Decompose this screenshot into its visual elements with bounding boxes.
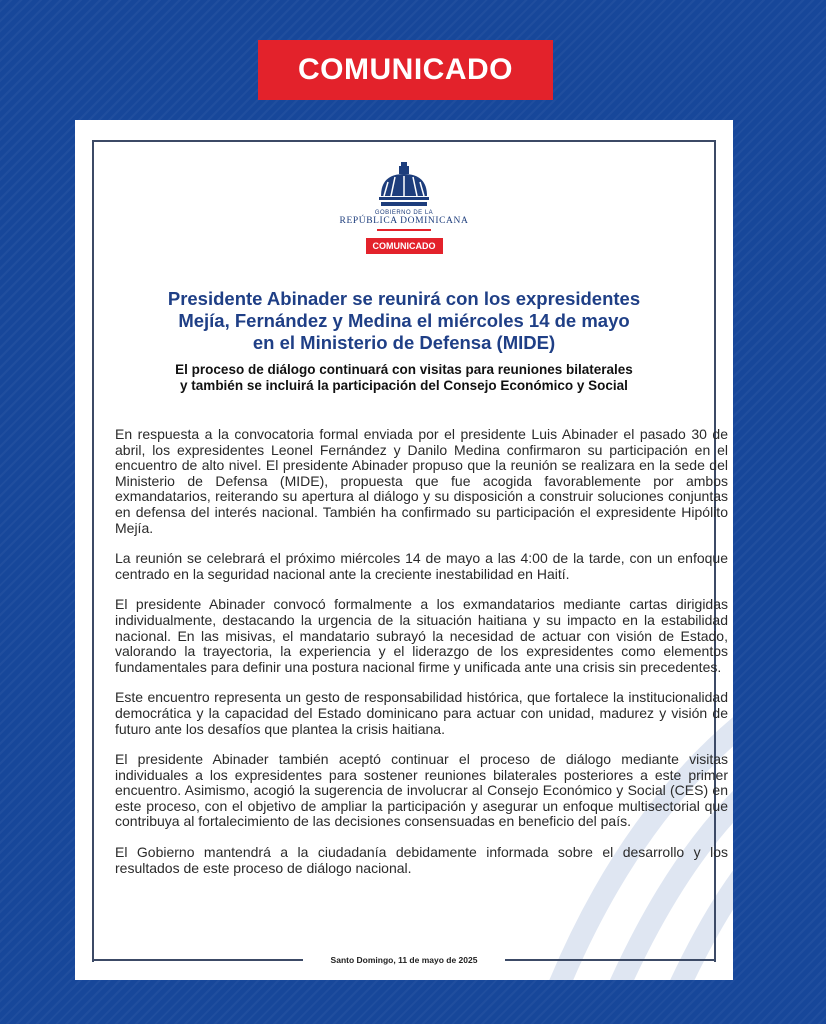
document-footer	[92, 955, 716, 965]
document-title	[105, 288, 703, 354]
paragraph: El Gobierno mantendrá a la ciudadanía debidamente informada sobre el desarrollo y los resultados de este proceso de diálogo nacional.	[115, 844, 728, 876]
paragraph: El presidente Abinader convocó formalmente a los exmandatarios mediante cartas dirigidas individualmente, destacando la urgencia de la situación haitiana y su impacto en la estabilidad nacional. En las misivas, el mandatario subrayó la necesidad de actuar con visión de Estado, valorando la trayectoria, la experiencia y el liderazgo de los expresidentes como elementos fundamentales para definir una postura nacional firme y unificada ante una crisis sin precedentes.	[115, 596, 728, 675]
subtitle-line: y también se incluirá la participación del Consejo Económico y Social	[180, 378, 628, 393]
logo-line-2: REPÚBLICA DOMINICANA	[339, 216, 469, 226]
document-subtitle	[105, 362, 703, 394]
subtitle-line: El proceso de diálogo continuará con visitas para reuniones bilaterales	[175, 362, 633, 377]
logo-red-bar	[377, 229, 431, 231]
paragraph: La reunión se celebrará el próximo miércoles 14 de mayo a las 4:00 de la tarde, con un enfoque centrado en la seguridad nacional ante la creciente inestabilidad en Haití.	[115, 550, 728, 582]
title-line: Presidente Abinader se reunirá con los expresidentes	[167, 288, 641, 309]
document-body	[115, 427, 728, 891]
capitol-dome-icon	[377, 162, 431, 208]
comunicado-banner: COMUNICADO	[258, 40, 553, 100]
footer-date: Santo Domingo, 11 de mayo de 2025	[330, 955, 478, 965]
footer-divider	[92, 959, 303, 961]
paragraph: El presidente Abinader también aceptó continuar el proceso de diálogo mediante visitas individuales a los expresidentes para sostener reuniones bilaterales posteriores a este primer encuentro. Asimismo, acogió la sugerencia de involucrar al Consejo Económico y Social (CES) en este proceso, con el objetivo de ampliar la participación y asegurar un enfoque multisectorial que contribuya al fortalecimiento de las decisiones consensuadas en beneficio del país.	[115, 751, 728, 830]
government-logo	[75, 162, 733, 254]
comunicado-badge: COMUNICADO	[366, 238, 443, 254]
title-line: en el Ministerio de Defensa (MIDE)	[252, 332, 556, 353]
title-line: Mejía, Fernández y Medina el miércoles 14 de mayo	[178, 310, 630, 331]
paragraph: En respuesta a la convocatoria formal enviada por el presidente Luis Abinader el pasado 30 de abril, los expresidentes Leonel Fernández y Danilo Medina confirmaron su participación en el encuentro de alto nivel. El presidente Abinader propuso que la reunión se realizara en la sede del Ministerio de Defensa (MIDE), propuesta que fue acogida favorablemente por ambos exmandatarios, reiterando su apertura al diálogo y su disposición a construir soluciones conjuntas en defensa del interés nacional. También ha confirmado su participación el expresidente Hipólito Mejía.	[115, 426, 728, 536]
logo-line-1: GOBIERNO DE LA	[374, 210, 434, 216]
footer-divider	[505, 959, 716, 961]
press-release-card	[75, 120, 733, 980]
paragraph: Este encuentro representa un gesto de responsabilidad histórica, que fortalece la institucionalidad democrática y la capacidad del Estado dominicano para actuar con unidad, madurez y visión de futuro ante los desafíos que plantea la crisis haitiana.	[115, 689, 728, 737]
